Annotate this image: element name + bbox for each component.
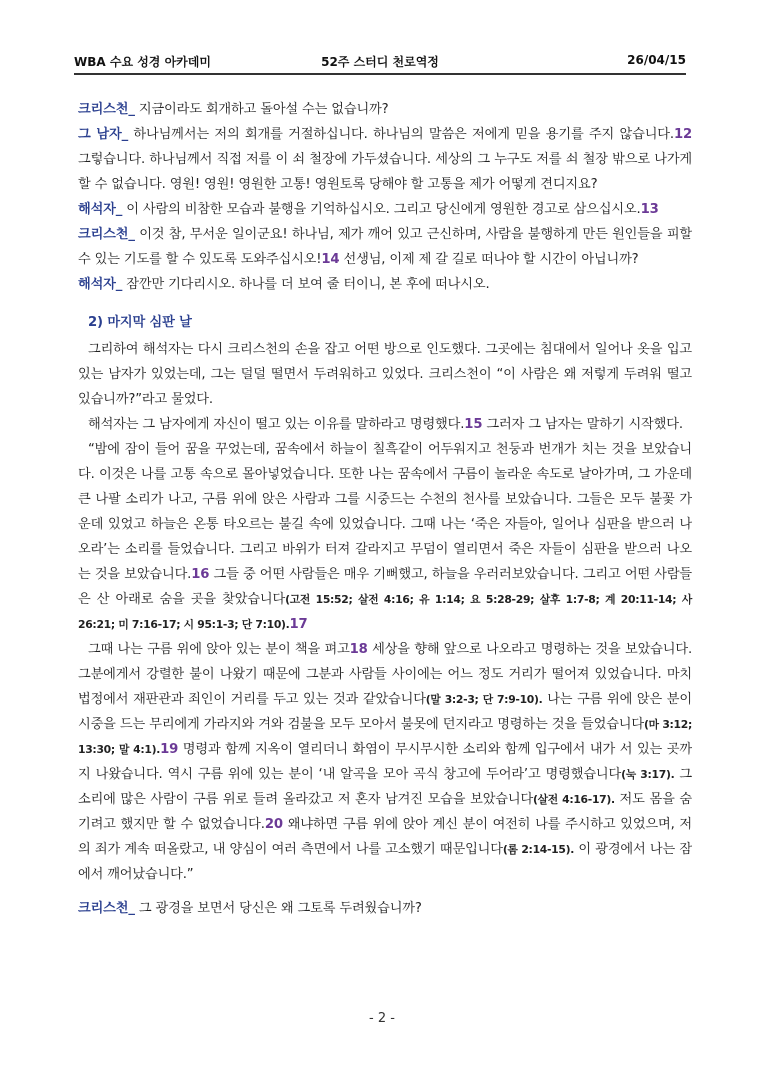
dialogue-line: [78, 222, 692, 272]
header-title-center: 52주 스터디 천로역정: [321, 55, 439, 69]
document-body: [78, 97, 692, 921]
scripture-reference: (마 3:12; 13:30; 말 4:1).: [78, 718, 692, 756]
dialogue-line: [78, 197, 692, 222]
dialogue-line: [78, 272, 692, 297]
speaker-label: 그 남자_: [78, 127, 129, 142]
verse-number: 18: [349, 642, 368, 657]
dialogue-line: [78, 122, 692, 197]
scripture-reference: (고전 15:52; 살전 4:16; 유 1:14; 요 5:28-29; 살후 1:7-8; 계 20:11-14; 사 26:21; 미 7:16-17; 시 95:1-3; 단 7:10).: [78, 593, 692, 631]
dialogue-text: 이 사람의 비참한 모습과 불행을 기억하십시오. 그리고 당신에게 영원한 경고로 삼으십시오.: [122, 202, 641, 217]
scripture-reference: (말 3:2-3; 단 7:9-10).: [425, 693, 543, 706]
scripture-reference: (눅 3:17).: [621, 768, 675, 781]
speaker-label: 해석자_: [78, 202, 123, 217]
verse-number: 12: [673, 127, 692, 142]
dialogue-text: 지금이라도 회개하고 돌아설 수는 없습니까?: [134, 102, 389, 117]
verse-number: 14: [321, 252, 340, 267]
verse-number: 20: [264, 817, 283, 832]
speaker-label: 크리스천_: [78, 102, 135, 117]
dialogue-line: [78, 97, 692, 122]
dialogue-text: 하나님께서는 저의 회개를 거절하십니다. 하나님의 말씀은 저에게 믿을 용기를 주지 않습니다.: [128, 127, 674, 142]
speaker-label: 크리스천_: [78, 227, 135, 242]
speaker-label: 크리스천_: [78, 901, 135, 916]
dialogue-text: 이것 참, 무서운 일이군요! 하나님, 제가 깨어 있고 근신하며, 사람을 불행하게 만든 원인들을 피할 수 있는 기도를 할 수 있도록 도와주십시오!: [78, 227, 692, 267]
header-date: 26/04/15: [627, 53, 686, 67]
narrative-paragraph: 그리하여 해석자는 다시 크리스천의 손을 잡고 어떤 방으로 인도했다. 그곳에는 침대에서 일어나 옷을 입고 있는 남자가 있었는데, 그는 덜덜 떨면서 두려워하고 있었다. 크리스천이 “이 사람은 왜 저렇게 두려워 떨고 있습니까?”라고 물었다.: [78, 342, 692, 407]
verse-number: 17: [289, 617, 308, 632]
dream-paragraph: “밤에 잠이 들어 꿈을 꾸었는데, 꿈속에서 하늘이 칠흑같이 어두워지고 천둥과 번개가 치는 것을 보았습니다. 이것은 나를 고통 속으로 몰아넣었습니다. 또한 나는 꿈속에서 구름이 놀라운 속도로 날아가며, 그 가운데 큰 나팔 소리가 나고, 구름 위에 앉은 사람과 그를 시중드는 수천의 천사를 보았습니다. 그들은 모두 불꽃 가운데 있었고 하늘은 온통 타오르는 불길 속에 있었습니다. 그때 나는 ‘죽은 자들아, 일어나 심판을 받으러 나오라’는 소리를 들었습니다. 그리고 바위가 터져 갈라지고 무덤이 열리면서 죽은 자들이 심판을 받으러 나오는 것을 보았습니다.16 그들 중 어떤 사람들은 매우 기뻐했고, 하늘을 우러러보았습니다. 그리고 어떤 사람들은 산 아래로 숨을 곳을 찾았습니다(고전 15:52; 살전 4:16; 유 1:14; 요 5:28-29; 살후 1:7-8; 계 20:11-14; 사 26:21; 미 7:16-17; 시 95:1-3; 단 7:10).17: [78, 442, 692, 632]
verse-number: 15: [464, 417, 483, 432]
verse-number: 13: [640, 202, 659, 217]
page-number: - 2 -: [369, 1011, 395, 1026]
section-heading: 2) 마지막 심판 날: [88, 315, 192, 330]
dialogue-line: [78, 896, 692, 921]
dialogue-text: 그 광경을 보면서 당신은 왜 그토록 두려웠습니까?: [134, 901, 422, 916]
scripture-reference: (살전 4:16-17).: [533, 793, 615, 806]
verse-number: 16: [191, 567, 210, 582]
dream-paragraph: 그때 나는 구름 위에 앉아 있는 분이 책을 펴고18 세상을 향해 앞으로 나오라고 명령하는 것을 보았습니다. 그분에게서 강렬한 불이 나왔기 때문에 그분과 사람들 사이에는 어느 정도 거리가 떨어져 있었습니다. 마치 법정에서 재판관과 죄인이 거리를 두고 있는 것과 같았습니다(말 3:2-3; 단 7:9-10). 나는 구름 위에 앉은 분이 시중을 드는 무리에게 가라지와 겨와 검불을 모두 모아서 불못에 던지라고 명령하는 것을 들었습니다(마 3:12; 13:30; 말 4:1).19 명령과 함께 지옥이 열리더니 화염이 무시무시한 소리와 함께 입구에서 내가 서 있는 곳까지 나왔습니다. 역시 구름 위에 있는 분이 ‘내 알곡을 모아 곡식 창고에 두어라’고 명령했습니다(눅 3:17). 그 소리에 많은 사람이 구름 위로 들려 올라갔고 저 혼자 남겨진 모습을 보았습니다(살전 4:16-17). 저도 몸을 숨기려고 했지만 할 수 없었습니다.20 왜냐하면 구름 위에 앉아 계신 분이 여전히 나를 주시하고 있었으며, 저의 죄가 계속 떠올랐고, 내 양심이 여러 측면에서 나를 고소했기 때문입니다(롬 2:14-15). 이 광경에서 나는 잠에서 깨어났습니다.”: [78, 642, 693, 882]
speaker-label: 해석자_: [78, 277, 123, 292]
scripture-reference: (롬 2:14-15).: [502, 843, 575, 856]
header-title-left: WBA 수요 성경 아카데미: [74, 55, 211, 69]
verse-number: 19: [160, 742, 179, 757]
narrative-paragraph: 해석자는 그 남자에게 자신이 떨고 있는 이유를 말하라고 명령했다.15 그러자 그 남자는 말하기 시작했다.: [88, 417, 683, 432]
page-header: [74, 51, 686, 75]
dialogue-text: 그렇습니다. 하나님께서 직접 저를 이 쇠 철장에 가두셨습니다. 세상의 그 누구도 저를 쇠 철장 밖으로 나가게 할 수 없습니다. 영원! 영원! 영원한 고통! 영원토록 당해야 할 고통을 제가 어떻게 견디지요?: [78, 152, 692, 192]
dialogue-text: 잠깐만 기다리시오. 하나를 더 보여 줄 터이니, 본 후에 떠나시오.: [122, 277, 490, 292]
dialogue-text: 선생님, 이제 제 갈 길로 떠나야 할 시간이 아닙니까?: [339, 252, 639, 267]
